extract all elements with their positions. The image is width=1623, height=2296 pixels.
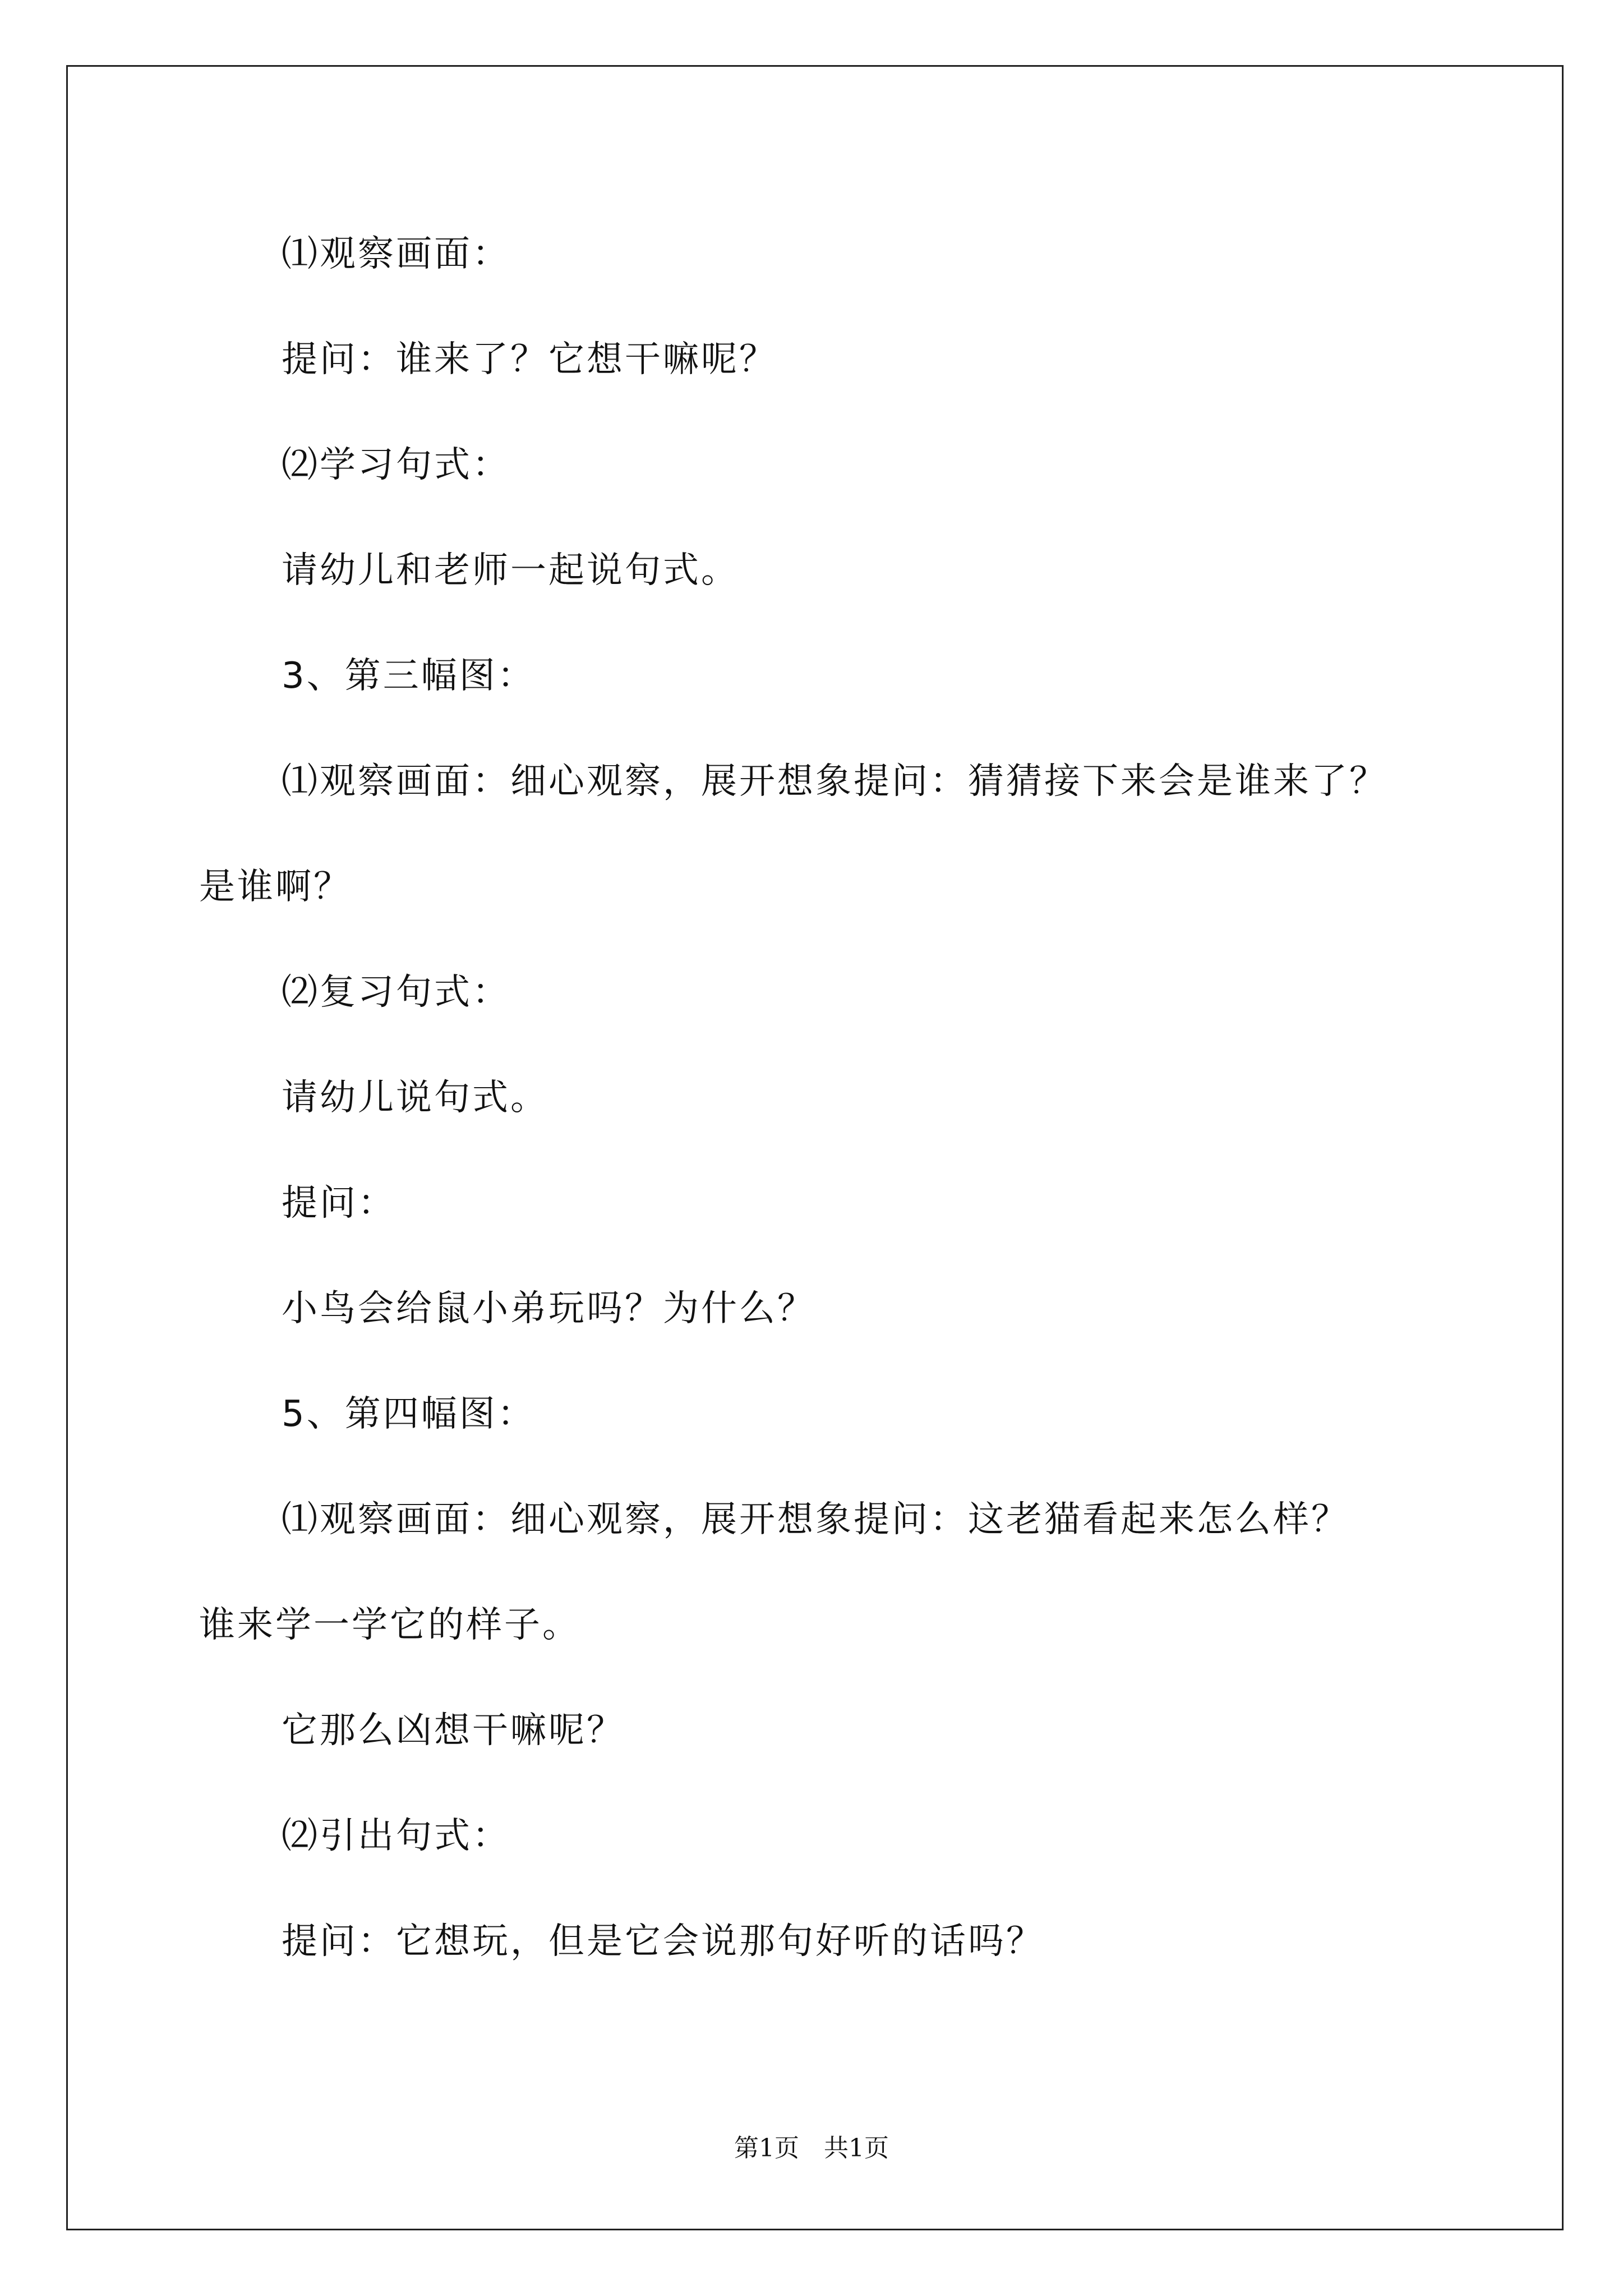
- paragraph-question-3: 它那么凶想干嘛呢？: [282, 1710, 625, 1751]
- paragraph-instruction-1: 请幼儿和老师一起说句式。: [282, 550, 739, 591]
- paragraph-observe-3-cont: 谁来学一学它的样子。: [199, 1604, 580, 1646]
- paragraph-question-2: 小鸟会给鼠小弟玩吗？为什么？: [282, 1288, 815, 1329]
- paragraph-question-label: 提问：: [282, 1182, 396, 1224]
- paragraph-question-4: 提问：它想玩，但是它会说那句好听的话吗？: [282, 1921, 1044, 1962]
- paragraph-review-pattern: ⑵复习句式：: [282, 972, 510, 1013]
- heading-third-picture: 3、第三幅图：: [282, 655, 536, 697]
- paragraph-learn-pattern: ⑵学习句式：: [282, 444, 510, 486]
- paragraph-question-1: 提问：谁来了？它想干嘛呢？: [282, 339, 777, 380]
- paragraph-observe-2: ⑴观察画面：细心观察，展开想象提问：猜猜接下来会是谁来了？: [282, 761, 1387, 802]
- paragraph-observe-2-cont: 是谁啊？: [199, 866, 352, 908]
- paragraph-observe-3: ⑴观察画面：细心观察，展开想象提问：这老猫看起来怎么样？: [282, 1499, 1349, 1540]
- paragraph-observe-1: ⑴观察画面：: [282, 233, 510, 275]
- page-number-footer: 第1页 共1页: [734, 2134, 889, 2162]
- heading-fourth-picture: 5、第四幅图：: [282, 1393, 536, 1435]
- paragraph-introduce-pattern: ⑵引出句式：: [282, 1815, 510, 1857]
- page-border: [66, 65, 1564, 2230]
- paragraph-instruction-2: 请幼儿说句式。: [282, 1077, 548, 1119]
